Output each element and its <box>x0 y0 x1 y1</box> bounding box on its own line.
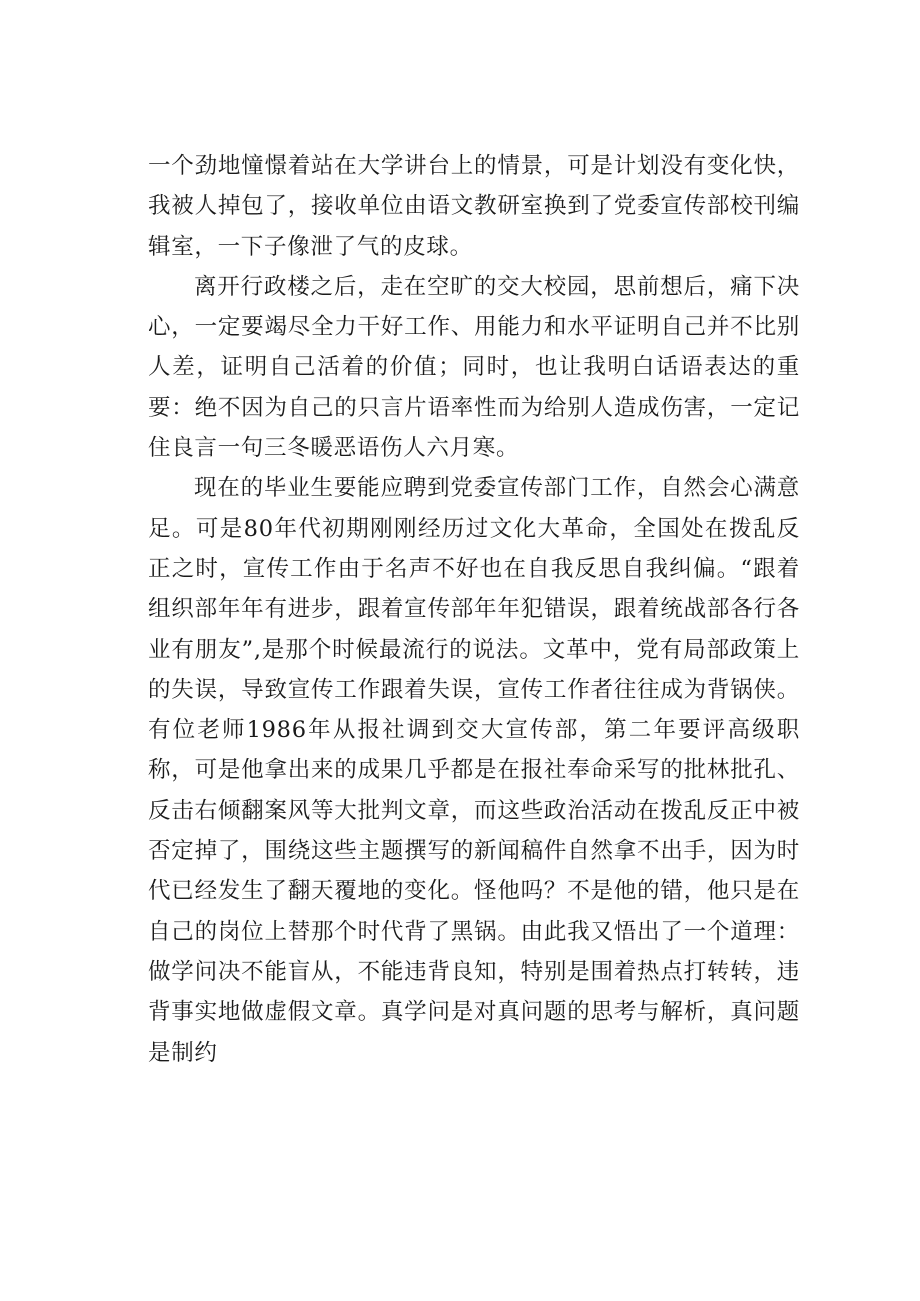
paragraph-3: 现在的毕业生要能应聘到党委宣传部门工作，自然会心满意足。可是80年代初期刚刚经历过文化大革命，全国处在拨乱反正之时，宣传工作由于名声不好也在自我反思自我纠偏。“跟着组织部年年有进步，跟着宣传部年年犯错误，跟着统战部各行各业有朋友”,是那个时候最流行的说法。文革中，党有局部政策上的失误，导致宣传工作跟着失误，宣传工作者往往成为背锅侠。有位老师1986年从报社调到交大宣传部，第二年要评高级职称，可是他拿出来的成果几乎都是在报社奉命采写的批林批孔、反击右倾翻案风等大批判文章，而这些政治活动在拨乱反正中被否定掉了，围绕这些主题撰写的新闻稿件自然拿不出手，因为时代已经发生了翻天覆地的变化。怪他吗？不是他的错，他只是在自己的岗位上替那个时代背了黑锅。由此我又悟出了一个道理：做学问决不能盲从，不能违背良知，特别是围着热点打转转，违背事实地做虚假文章。真学问是对真问题的思考与解析，真问题是制约 <box>148 475 800 1066</box>
paragraph-2: 离开行政楼之后，走在空旷的交大校园，思前想后，痛下决心，一定要竭尽全力干好工作、用能力和水平证明自己并不比别人差，证明自己活着的价值；同时，也让我明白话语表达的重要：绝不因为自己的只言片语率性而为给别人造成伤害，一定记住良言一句三冬暖恶语伤人六月寒。 <box>148 273 800 462</box>
document-page <box>148 146 800 1073</box>
paragraph-1: 一个劲地憧憬着站在大学讲台上的情景，可是计划没有变化快，我被人掉包了，接收单位由语文教研室换到了党委宣传部校刊编辑室，一下子像泄了气的皮球。 <box>148 153 800 260</box>
